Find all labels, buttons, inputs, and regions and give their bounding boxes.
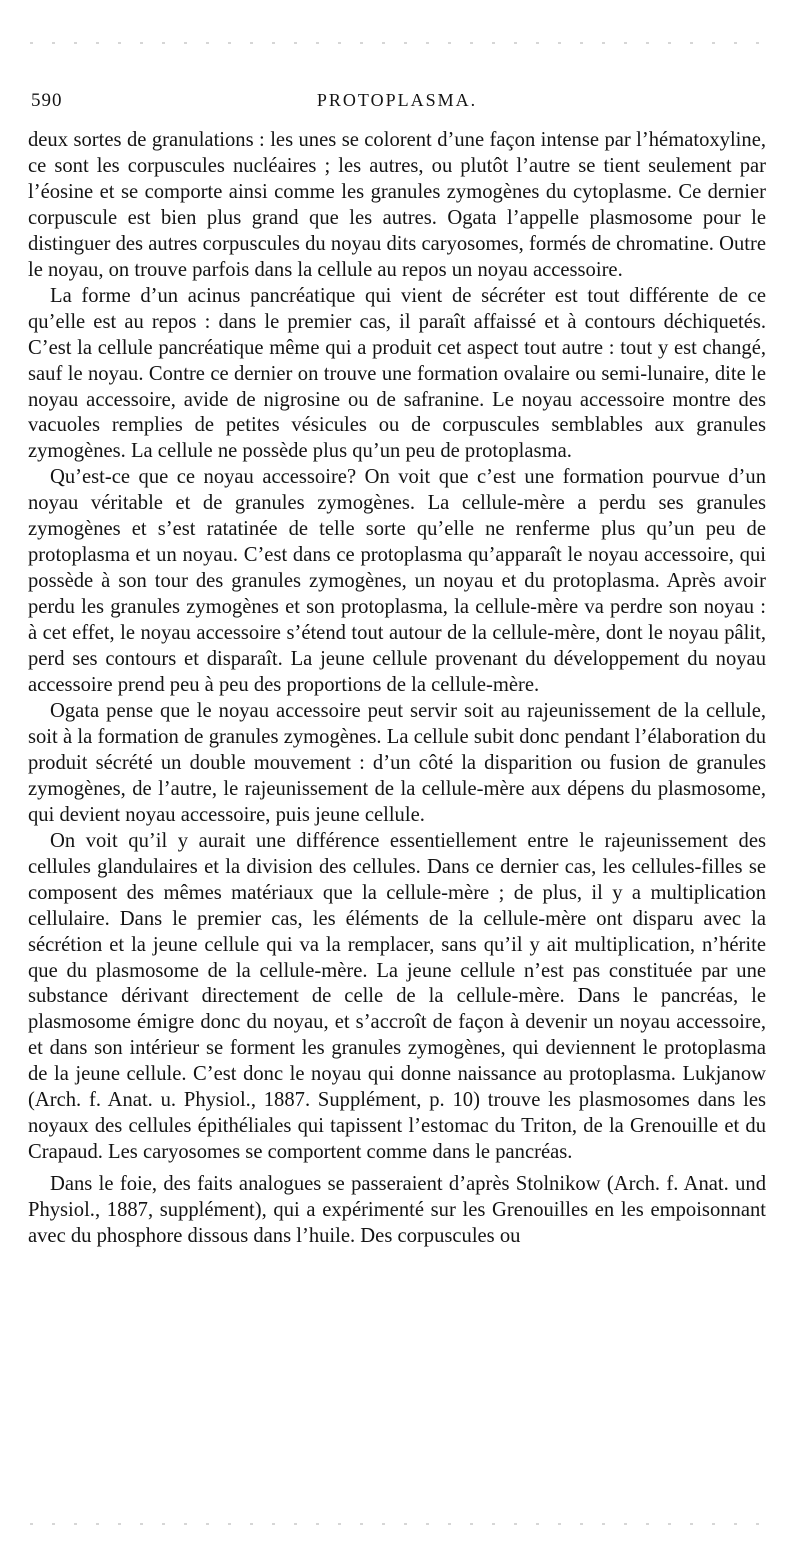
paragraph-6: Dans le foie, des faits analogues se passeraient d’après Stolnikow (Arch. f. Anat. und Physiol., 1887, supplément), qui a expérimenté sur les Grenouilles en les empoisonnant avec du phosphore dissous dans l’huile. Des corpuscules ou — [28, 1173, 766, 1248]
paragraph-2: La forme d’un acinus pancréatique qui vient de sécréter est tout différente de ce qu’elle est au repos : dans le premier cas, il paraît affaissé et à contours déchiquetés. C’est la cellule pancréatique même qui a produit cet aspect tout autre : tout y est changé, sauf le noyau. Contre ce dernier on trouve une formation ovalaire ou semi-lunaire, dite le noyau accessoire, avide de nigrosine ou de safranine. Le noyau accessoire montre des vacuoles remplies de petites vésicules ou de corpuscules semblables aux granules zymogènes. La cellule ne possède plus qu’un peu de protoplasma. — [28, 284, 766, 463]
paragraph-4: Ogata pense que le noyau accessoire peut servir soit au rajeunissement de la cellule, soit à la formation de granules zymogènes. La cellule subit donc pendant l’élaboration du produit sécrété un double mouvement : d’un côté la disparition ou fusion de granules zymogènes, de l’autre, le rajeunissement de la cellule-mère aux dépens du plasmosome, qui devient noyau accessoire, puis jeune cellule. — [28, 699, 766, 826]
scan-noise-bottom — [30, 1523, 770, 1525]
running-title: PROTOPLASMA. — [316, 90, 478, 110]
paragraph-1: deux sortes de granulations : les unes se colorent d’une façon intense par l’hématoxyline, ce sont les corpuscules nucléaires ; les autres, ou plutôt l’autre se tient seulement par l’éosine et se comporte ainsi comme les granules zymogènes du cytoplasme. Ce dernier corpuscule est bien plus grand que les autres. Ogata l’appelle plasmosome pour le distinguer des autres corpuscules du noyau dits caryosomes, formés de chromatine. Outre le noyau, on trouve parfois dans la cellule au repos un noyau accessoire. — [28, 129, 766, 281]
scan-noise-top — [30, 42, 770, 44]
body-text — [28, 128, 766, 1250]
paragraph-3: Qu’est-ce que ce noyau accessoire? On voit que c’est une formation pourvue d’un noyau véritable et de granules zymogènes. La cellule-mère a perdu ses granules zymogènes et s’est ratatinée de telle sorte qu’elle ne renferme plus qu’un peu de protoplasma et un noyau. C’est dans ce protoplasma qu’apparaît le noyau accessoire, qui possède à son tour des granules zymogènes, un noyau et du protoplasma. Après avoir perdu les granules zymogènes et son protoplasma, la cellule-mère va perdre son noyau : à cet effet, le noyau accessoire s’étend tout autour de la cellule-mère, dont le noyau pâlit, perd ses contours et disparaît. La jeune cellule provenant du développement du noyau accessoire prend peu à peu des proportions de la cellule-mère. — [28, 466, 766, 697]
paragraph-5: On voit qu’il y aurait une différence essentiellement entre le rajeunissement des cellules glandulaires et la division des cellules. Dans ce dernier cas, les cellules-filles se composent des mêmes matériaux que la cellule-mère ; de plus, il y a multiplication cellulaire. Dans le premier cas, les éléments de la cellule-mère ont disparu avec la sécrétion et la jeune cellule qui va la remplacer, sans qu’il y ait multiplication, n’hérite que du plasmosome de la cellule-mère. La jeune cellule n’est pas constituée par une substance dérivant directement de celle de la cellule-mère. Dans le pancréas, le plasmosome émigre donc du noyau, et s’accroît de façon à devenir un noyau accessoire, et dans son intérieur se forment les granules zymogènes, qui deviennent le protoplasma de la jeune cellule. C’est donc le noyau qui donne naissance au protoplasma. Lukjanow (Arch. f. Anat. u. Physiol., 1887. Supplément, p. 10) trouve les plasmosomes dans les noyaux des cellules épithéliales qui tapissent l’estomac du Triton, de la Grenouille et du Crapaud. Les caryosomes se comportent comme dans le pancréas. — [28, 829, 766, 1164]
book-page — [28, 90, 766, 1250]
page-header — [28, 90, 766, 118]
page-number: 590 — [31, 90, 63, 111]
